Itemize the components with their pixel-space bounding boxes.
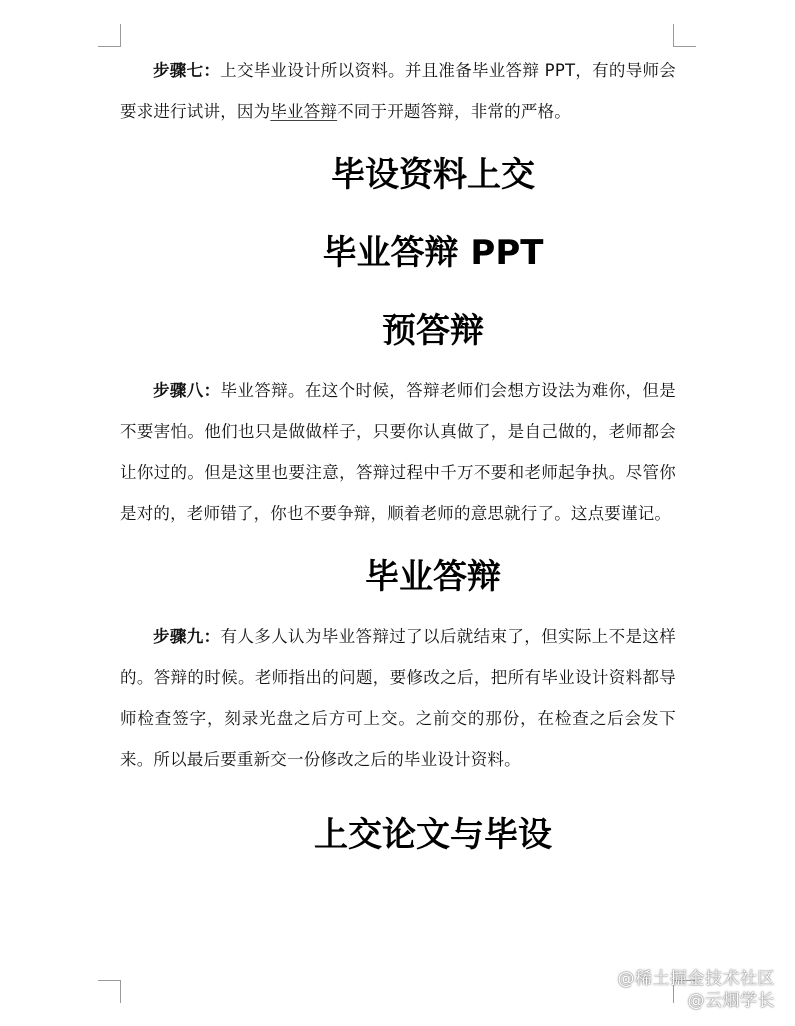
step-seven-text-after: 不同于开题答辩，非常的严格。 xyxy=(337,102,571,121)
paragraph-step-eight xyxy=(120,370,676,534)
heading-graduation-defense: 毕业答辩 xyxy=(365,557,501,597)
step-eight-label: 步骤八： xyxy=(153,381,221,400)
page-corner-mark-top-right xyxy=(673,24,696,47)
step-nine-label: 步骤九： xyxy=(153,627,221,646)
heading-submit-thesis-and-design: 上交论文与毕设 xyxy=(314,815,552,855)
step-eight-text: 毕业答辩。在这个时候，答辩老师们会想方设法为难你，但是不要害怕。他们也只是做做样子，只要你认真做了，是自己做的，老师都会让你过的。但是这里也要注意，答辩过程中千万不要和老师起争执。尽管你是对的，老师错了，你也不要争辩，顺着老师的意思就行了。这点要谨记。 xyxy=(120,381,676,523)
heading-defense-ppt: 毕业答辩 PPT xyxy=(322,233,544,273)
watermark-line-author: @云烟学长 xyxy=(687,991,775,1011)
step-seven-underlined-text: 毕业答辩 xyxy=(270,102,338,121)
heading-thesis-materials-submit: 毕设资料上交 xyxy=(331,155,535,195)
watermark-line-community: @稀土掘金技术社区 xyxy=(617,969,775,989)
paragraph-step-seven xyxy=(120,50,676,132)
step-nine-text: 有人多人认为毕业答辩过了以后就结束了，但实际上不是这样的。答辩的时候。老师指出的问题，要修改之后，把所有毕业设计资料都导师检查签字，刻录光盘之后方可上交。之前交的那份，在检查之后会发下来。所以最后要重新交一份修改之后的毕业设计资料。 xyxy=(120,627,676,769)
document-body xyxy=(120,50,676,860)
page-corner-mark-top-left xyxy=(98,24,121,47)
step-seven-label: 步骤七： xyxy=(153,61,221,80)
paragraph-step-nine xyxy=(120,616,676,780)
page-corner-mark-bottom-left xyxy=(98,980,121,1003)
watermark xyxy=(618,968,776,1012)
heading-pre-defense: 预答辩 xyxy=(382,311,484,351)
step-seven-text-before: 上交毕业设计所以资料。并且准备毕业答辩 PPT，有的导师会要求进行试讲，因为 xyxy=(120,61,676,121)
